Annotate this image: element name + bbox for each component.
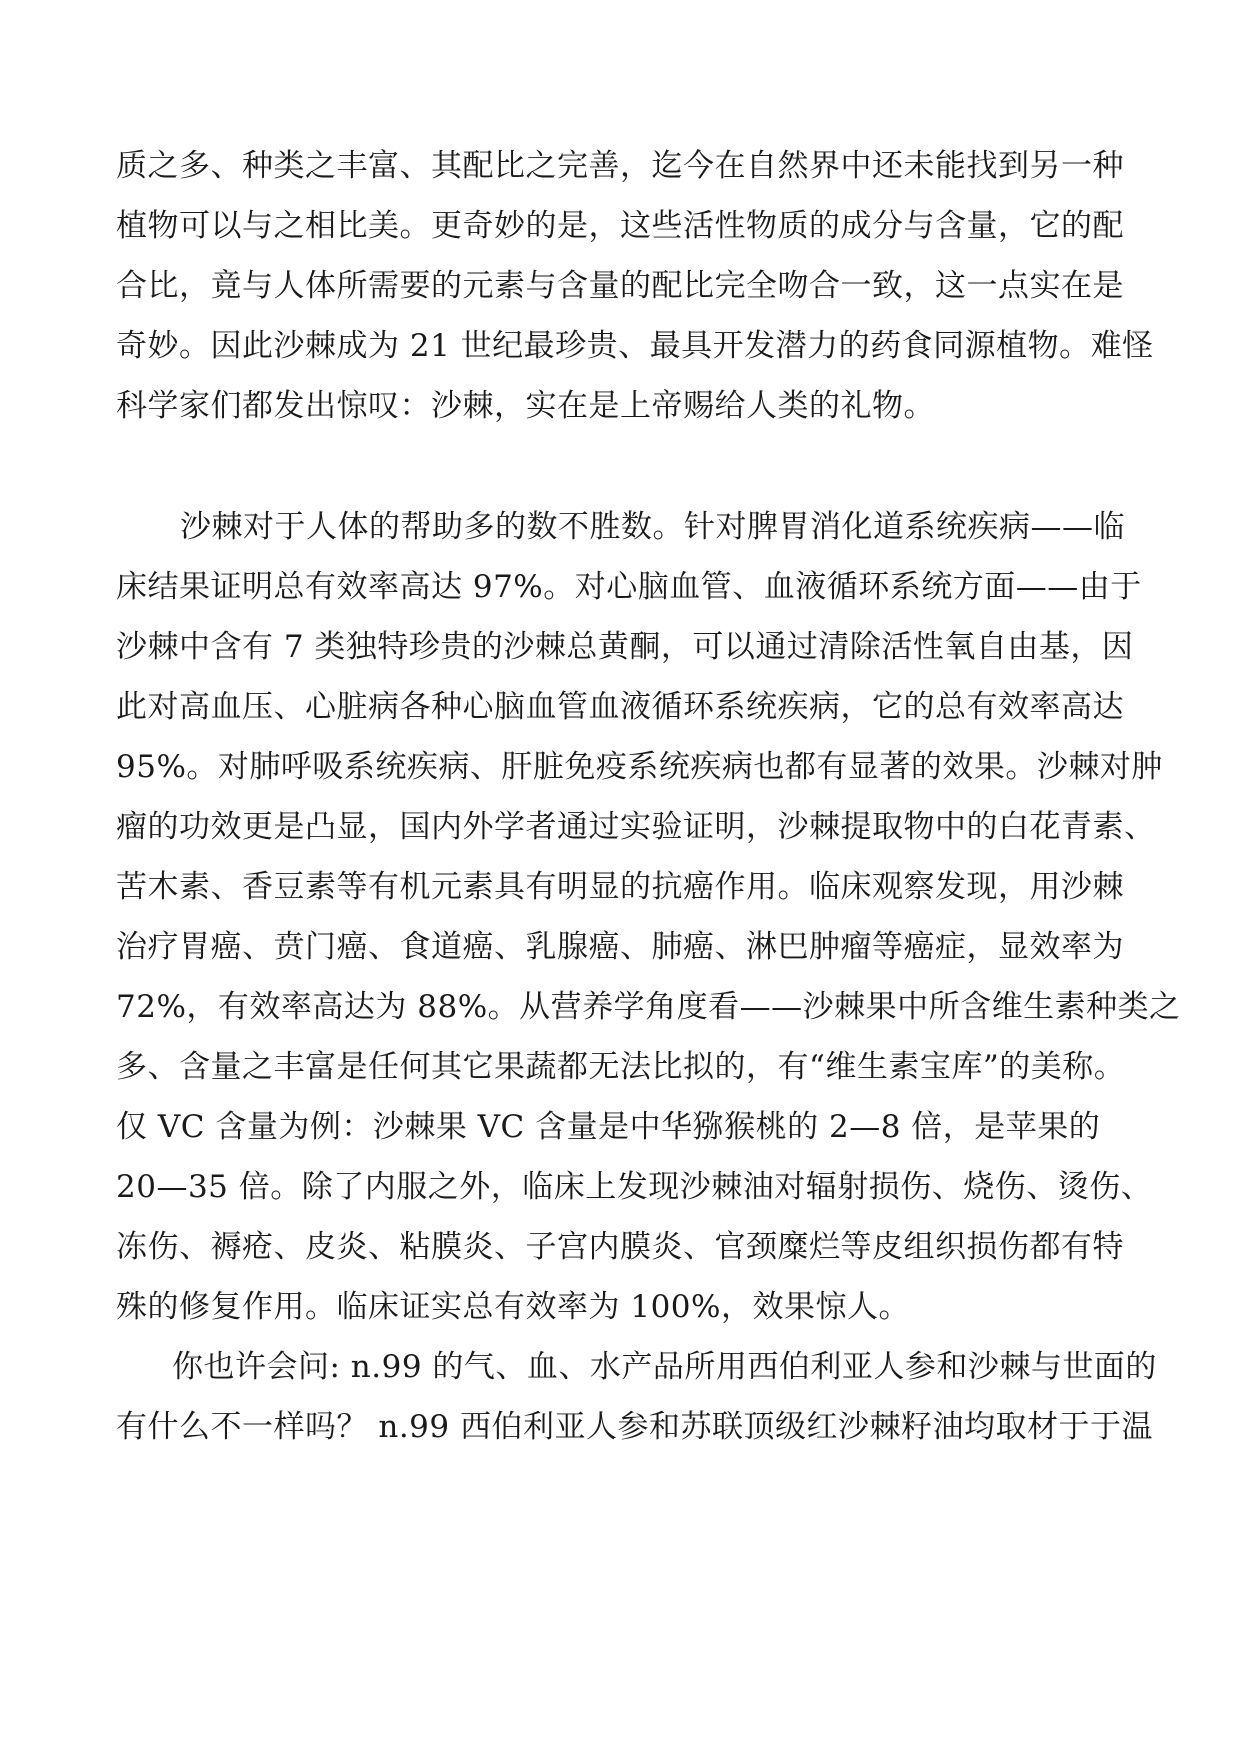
paragraph-2-line-9: 72%，有效率高达为 88%。从营养学角度看——沙棘果中所含维生素种类之 xyxy=(116,989,1181,1025)
paragraph-2-line-14: 殊的修复作用。临床证实总有效率为 100%，效果惊人。 xyxy=(116,1289,910,1325)
paragraph-2-line-7: 苦木素、香豆素等有机元素具有明显的抗癌作用。临床观察发现，用沙棘 xyxy=(116,869,1124,905)
paragraph-2-line-10: 多、含量之丰富是任何其它果蔬都无法比拟的，有“维生素宝库”的美称。 xyxy=(116,1049,1126,1085)
paragraph-2-line-3: 沙棘中含有 7 类独特珍贵的沙棘总黄酮，可以通过清除活性氧自由基，因 xyxy=(116,629,1134,665)
paragraph-1-line-4: 奇妙。因此沙棘成为 21 世纪最珍贵、最具开发潜力的药食同源植物。难怪 xyxy=(116,328,1154,364)
paragraph-2-line-4: 此对高血压、心脏病各种心脑血管血液循环系统疾病，它的总有效率高达 xyxy=(116,689,1124,725)
paragraph-2-line-12: 20—35 倍。除了内服之外，临床上发现沙棘油对辐射损伤、烧伤、烫伤、 xyxy=(116,1169,1153,1205)
paragraph-2-line-6: 瘤的功效更是凸显，国内外学者通过实验证明，沙棘提取物中的白花青素、 xyxy=(116,809,1156,845)
paragraph-3-line-1: 你也许会问: n.99 的气、血、水产品所用西伯利亚人参和沙棘与世面的 xyxy=(172,1349,1157,1385)
paragraph-2-line-2: 床结果证明总有效率高达 97%。对心脑血管、血液循环系统方面——由于 xyxy=(116,569,1142,605)
paragraph-2-line-13: 冻伤、褥疮、皮炎、粘膜炎、子宫内膜炎、官颈糜烂等皮组织损伤都有特 xyxy=(116,1229,1124,1265)
paragraph-2-line-1: 沙棘对于人体的帮助多的数不胜数。针对脾胃消化道系统疾病——临 xyxy=(180,509,1125,545)
paragraph-3-line-2: 有什么不一样吗？ n.99 西伯利亚人参和苏联顶级红沙棘籽油均取材于于温 xyxy=(116,1409,1153,1445)
paragraph-2-line-5: 95%。对肺呼吸系统疾病、肝脏免疫系统疾病也都有显著的效果。沙棘对肿 xyxy=(116,749,1163,785)
paragraph-2-line-8: 治疗胃癌、贲门癌、食道癌、乳腺癌、肺癌、淋巴肿瘤等癌症，显效率为 xyxy=(116,929,1124,965)
paragraph-1-line-5: 科学家们都发出惊叹：沙棘，实在是上帝赐给人类的礼物。 xyxy=(116,388,935,424)
paragraph-1-line-2: 植物可以与之相比美。更奇妙的是，这些活性物质的成分与含量，它的配 xyxy=(116,208,1124,244)
paragraph-2-line-11: 仅 VC 含量为例：沙棘果 VC 含量是中华猕猴桃的 2—8 倍，是苹果的 xyxy=(116,1109,1101,1145)
paragraph-1-line-1: 质之多、种类之丰富、其配比之完善，迄今在自然界中还未能找到另一种 xyxy=(116,148,1124,184)
paragraph-1-line-3: 合比，竟与人体所需要的元素与含量的配比完全吻合一致，这一点实在是 xyxy=(116,268,1124,304)
